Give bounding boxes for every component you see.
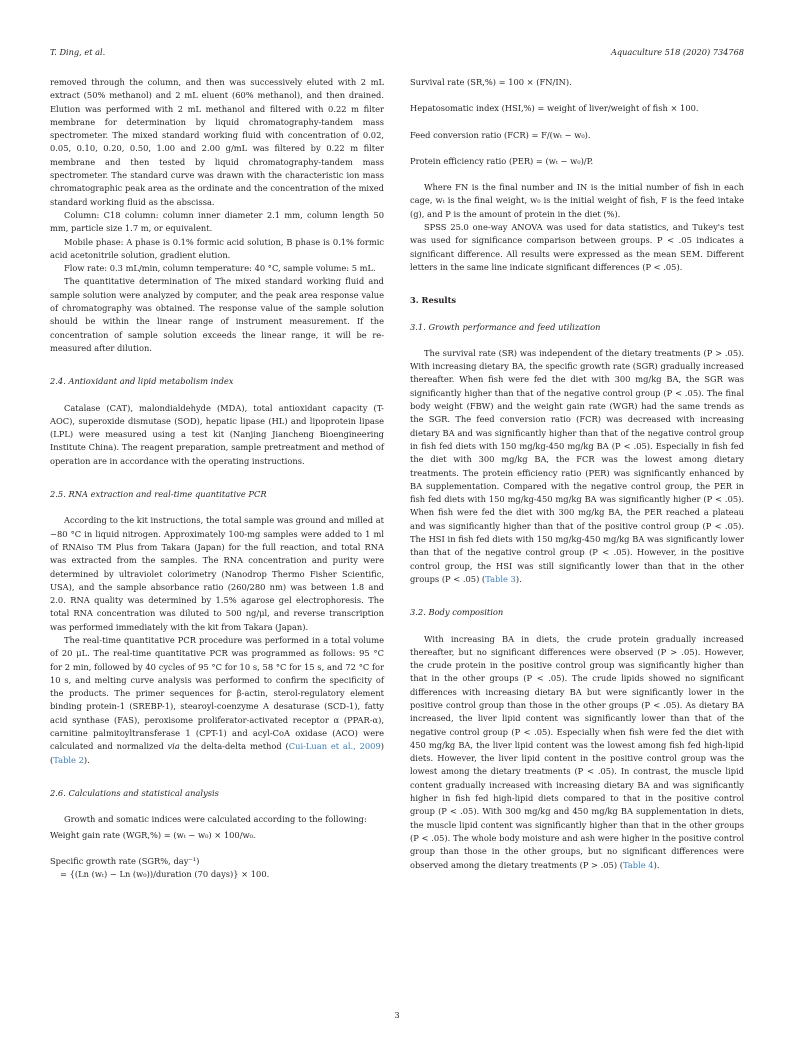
paragraph-qpcr [50, 634, 384, 767]
body-composition-text: With increasing BA in diets, the crude protein gradually increased thereafter, but no significant differences were observed (P > .05). However, the crude protein in the positive control group was significantly higher than that in the other groups (P < .05). The crude lipids showed no significant differences with increasing dietary BA but were significantly lower in the positive control group than those in the other groups (P < .05). As dietary BA increased, the liver lipid content was significantly lower than that of the negative control group (P < .05). Especially when fish were fed the diet with 450 mg/kg BA, the liver lipid content was the lowest among fish fed high-lipid diets. However, the liver lipid content in the positive control group was the lowest among the dietary treatments (P < .05). In contrast, the muscle lipid content gradually increased with increasing dietary BA and was significantly higher in fish fed high-lipid diets compared to that in the positive control group (P < .05). With 300 mg/kg and 450 mg/kg BA supplementation in diets, the muscle lipid content was significantly higher than that in the other groups (P < .05). The whole body moisture and ash were higher in the positive control group than those in the other groups, but no significant differences were observed among the dietary treatments (P > .05) ( [410, 633, 744, 870]
qpcr-text-mid: the delta-delta method ( [183, 741, 289, 752]
paragraph-mobile-phase: Mobile phase: A phase is 0.1% formic acid solution, B phase is 0.1% formic acid acetonitrile solution, gradient elution. [50, 236, 384, 260]
running-header-authors: T. Ding, et al. [50, 47, 106, 57]
paragraph-variable-definitions: Where FN is the final number and IN is the initial number of fish in each cage, wₜ is the final weight, w₀ is the initial weight of fish, F is the feed intake (g), and P is the amount of protein in the diet (%). [410, 182, 744, 219]
paragraph-body-composition [410, 633, 744, 872]
qpcr-text-end: ). [83, 754, 90, 765]
paragraph-statistics: SPSS 25.0 one-way ANOVA was used for data statistics, and Tukey's test was used for significance comparison between groups. P < .05 indicates a significant difference. All results were expressed as the mean SEM. Different letters in the same line indicate significant differences (P < .05). [410, 222, 744, 272]
section-heading-2-4: 2.4. Antioxidant and lipid metabolism index [50, 376, 234, 387]
table-3-link[interactable]: Table 3 [485, 573, 516, 584]
body-composition-text-end: ). [653, 859, 660, 870]
section-heading-3-2: 3.2. Body composition [410, 607, 504, 618]
right-column [410, 76, 744, 872]
equation-hsi: Hepatosomatic index (HSI,%) = weight of liver/weight of fish × 100. [410, 103, 699, 114]
paragraph-quantitative: The quantitative determination of The mixed standard working fluid and sample solution were analyzed by computer, and the peak area response value of chromatography was obtained. The response value of the sample solution should be within the linear range of instrument measurement. If the concentration of sample solution exceeds the linear range, it will be re-measured after dilution. [50, 276, 384, 353]
paragraph-indices-intro: Growth and somatic indices were calculated according to the following: [64, 814, 367, 825]
equation-sgr-label: Specific growth rate (SGR%, day⁻¹) [50, 855, 200, 866]
equation-per: Protein efficiency ratio (PER) = (wₜ − w₀)/P. [410, 155, 594, 166]
running-header-journal: Aquaculture 518 (2020) 734768 [610, 47, 744, 57]
citation-link-cui-luan[interactable]: Cui-Luan et al., 2009 [288, 741, 381, 752]
paragraph-rna-extraction: According to the kit instructions, the total sample was ground and milled at −80 °C in liquid nitrogen. Approximately 100-mg samples were added to 1 ml of RNAiso TM Plus from Takara (Japan) for the full reaction, and total RNA was extracted from the samples. The RNA concentration and purity were determined by ultraviolet colorimetry (Nanodrop Thermo Fisher Scientific, USA), and the sample absorbance ratio (260/280 nm) was between 1.8 and 2.0. RNA quality was determined by 1.5% agarose gel electrophoresis. The total RNA concentration was diluted to 500 ng/μl, and reverse transcription was performed immediately with the kit from Takara (Japan). [50, 515, 384, 632]
equation-sgr-formula: = {(Ln (wₜ) − Ln (w₀))/duration (70 days)} × 100. [60, 869, 270, 880]
section-heading-3-1: 3.1. Growth performance and feed utilization [410, 321, 601, 332]
page-number: 3 [394, 1010, 400, 1020]
qpcr-via: via [167, 741, 180, 752]
paragraph-growth-performance [410, 347, 744, 586]
equation-sr: Survival rate (SR,%) = 100 × (FN/IN). [410, 77, 572, 87]
section-heading-results: 3. Results [410, 295, 457, 306]
table-2-link[interactable]: Table 2 [53, 754, 84, 765]
paragraph-antioxidant: Catalase (CAT), malondialdehyde (MDA), total antioxidant capacity (T-AOC), superoxide dismutase (SOD), hepatic lipase (HL) and lipoprotein lipase (LPL) were measured using a test kit (Nanjing Jiancheng Bioengineering Institute China). The reagent preparation, sample pretreatment and method of operation are in accordance with the operating instructions. [50, 402, 384, 466]
equation-wgr: Weight gain rate (WGR,%) = (wₜ − w₀) × 100/w₀. [50, 829, 256, 840]
section-heading-2-6: 2.6. Calculations and statistical analysis [50, 787, 219, 798]
paragraph-flow-rate: Flow rate: 0.3 mL/min, column temperature: 40 °C, sample volume: 5 mL. [64, 263, 376, 274]
equation-fcr: Feed conversion ratio (FCR) = F/(wₜ − w₀). [410, 129, 591, 140]
section-heading-2-5: 2.5. RNA extraction and real-time quantitative PCR [50, 489, 267, 500]
growth-text-end: ). [515, 573, 522, 584]
qpcr-text-mid2: ) ( [50, 741, 384, 765]
table-4-link[interactable]: Table 4 [622, 859, 654, 870]
paragraph-elution: removed through the column, and then was successively eluted with 2 mL extract (50% methanol) and 2 mL eluent (60% methanol), and then drained. Elution was performed with 2 mL methanol and filtered with 0.22 m filter membrane for determination by liquid chromatography-tandem mass spectrometer. The mixed standard working fluid with concentration of 0.02, 0.05, 0.10, 0.20, 0.50, 1.00 and 2.00 g/mL was filtered by 0.22 m filter membrane and then tested by liquid chromatography-tandem mass spectrometer. The standard curve was drawn with the characteristic ion mass chromatographic peak area as the ordinate and the concentration of the mixed standard working fluid as the abscissa. [50, 77, 384, 207]
paragraph-column: Column: C18 column: column inner diameter 2.1 mm, column length 50 mm, particle size 1.7 m, or equivalent. [50, 209, 384, 234]
left-column [50, 76, 384, 881]
growth-text: The survival rate (SR) was independent of the dietary treatments (P > .05). With increasing dietary BA, the specific growth rate (SGR) gradually increased thereafter. When fish were fed the diet with 300 mg/kg BA, the SGR was significantly higher than that of the negative control group (P < .05). The final body weight (FBW) and the weight gain rate (WGR) had the same trends as the SGR. The feed conversion ratio (FCR) was decreased with increasing dietary BA and was significantly higher than that of the negative control group in fish fed diets with 150 mg/kg-450 mg/kg BA (P < .05). Especially in fish fed the diet with 300 mg/kg BA, the FCR was the lowest among dietary treatments. The protein efficiency ratio (PER) was significantly enhanced by BA supplementation. Compared with the negative control group, the PER in fish fed diets with 150 mg/kg-450 mg/kg BA was significantly higher (P < .05). When fish were fed the diet with 300 mg/kg BA, the PER reached a plateau and was significantly higher than that of the positive control group (P < .05). The HSI in fish fed diets with 150 mg/kg-450 mg/kg BA was significantly lower than that of the negative control group (P < .05). However, in the positive control group, the HSI was still significantly lower than that in the other groups (P < .05) ( [410, 347, 744, 584]
qpcr-text: The real-time quantitative PCR procedure was performed in a total volume of 20 μL. The real-time quantitative PCR was programmed as follows: 95 °C for 2 min, followed by 40 cycles of 95 °C for 10 s, 58 °C for 15 s, and 72 °C for 10 s, and melting curve analysis was performed to confirm the specificity of the products. The primer sequences for β-actin, sterol-regulatory element binding protein-1 (SREBP-1), stearoyl-coenzyme A desaturase (SCD-1), fatty acid synthase (FAS), peroxisome proliferator-activated receptor α (PPAR-α), carnitine palmitoyltransferase 1 (CPT-1) and acyl-CoA oxidase (ACO) were calculated and normalized [50, 634, 384, 752]
